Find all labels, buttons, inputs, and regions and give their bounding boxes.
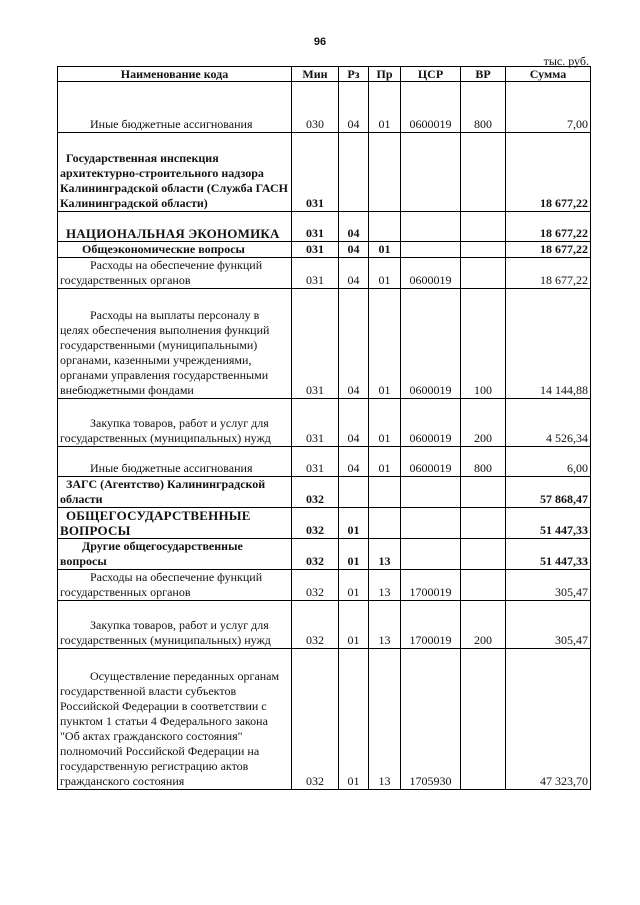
row-pr: 01 [369, 289, 401, 399]
row-rz: 04 [339, 212, 369, 242]
row-pr: 13 [369, 601, 401, 649]
row-min: 030 [292, 82, 339, 133]
row-rz: 04 [339, 82, 369, 133]
table-row [58, 477, 591, 508]
row-sum: 7,00 [506, 82, 591, 133]
table-row [58, 133, 591, 212]
row-name: ЗАГС (Агентство) Калининградской области [58, 477, 292, 508]
row-rz: 04 [339, 242, 369, 258]
row-vr [461, 649, 506, 790]
budget-table [57, 66, 591, 790]
table-header-row [58, 67, 591, 82]
row-vr [461, 242, 506, 258]
row-csr [401, 242, 461, 258]
row-pr [369, 133, 401, 212]
row-sum: 47 323,70 [506, 649, 591, 790]
row-rz: 01 [339, 539, 369, 570]
table-row [58, 82, 591, 133]
row-csr: 1700019 [401, 570, 461, 601]
table-row [58, 570, 591, 601]
row-csr: 1705930 [401, 649, 461, 790]
row-csr [401, 133, 461, 212]
row-vr: 800 [461, 82, 506, 133]
row-rz: 01 [339, 601, 369, 649]
row-min: 032 [292, 649, 339, 790]
row-csr: 0600019 [401, 399, 461, 447]
page-number: 96 [313, 36, 327, 48]
col-header-csr: ЦСР [401, 67, 461, 82]
row-name: Другие общегосударственные вопросы [58, 539, 292, 570]
row-vr [461, 508, 506, 539]
row-min: 032 [292, 570, 339, 601]
col-header-rz: Рз [339, 67, 369, 82]
row-sum: 305,47 [506, 601, 591, 649]
row-min: 032 [292, 601, 339, 649]
table-row [58, 447, 591, 477]
row-name: Иные бюджетные ассигнования [58, 82, 292, 133]
row-csr [401, 508, 461, 539]
col-header-pr: Пр [369, 67, 401, 82]
row-pr: 01 [369, 399, 401, 447]
row-vr [461, 539, 506, 570]
table-row [58, 242, 591, 258]
row-pr: 01 [369, 447, 401, 477]
row-csr: 1700019 [401, 601, 461, 649]
row-pr [369, 508, 401, 539]
row-csr [401, 477, 461, 508]
row-sum: 18 677,22 [506, 242, 591, 258]
row-rz: 04 [339, 447, 369, 477]
units-label: тыс. руб. [543, 54, 589, 68]
col-header-name: Наименование кода [58, 67, 292, 82]
row-name: Государственная инспекция архитектурно-строительного надзора Калининградской области (Служба ГАСН Калининградской области) [58, 133, 292, 212]
row-csr: 0600019 [401, 258, 461, 289]
row-sum: 18 677,22 [506, 212, 591, 242]
row-pr: 13 [369, 570, 401, 601]
row-sum: 4 526,34 [506, 399, 591, 447]
row-min: 031 [292, 133, 339, 212]
row-name: Расходы на выплаты персоналу в целях обеспечения выполнения функций государственными (муниципальными) органами, казенными учреждениями, органами управления государственными внебюджетными фондами [58, 289, 292, 399]
row-name: Расходы на обеспечение функций государственных органов [58, 570, 292, 601]
col-header-min: Мин [292, 67, 339, 82]
row-name: Закупка товаров, работ и услуг для государственных (муниципальных) нужд [58, 399, 292, 447]
table-row [58, 258, 591, 289]
row-vr: 800 [461, 447, 506, 477]
row-pr [369, 212, 401, 242]
row-min: 031 [292, 258, 339, 289]
table-row [58, 649, 591, 790]
row-min: 031 [292, 447, 339, 477]
row-min: 032 [292, 539, 339, 570]
row-sum: 18 677,22 [506, 133, 591, 212]
row-name: Закупка товаров, работ и услуг для государственных (муниципальных) нужд [58, 601, 292, 649]
row-rz: 01 [339, 508, 369, 539]
row-pr: 01 [369, 258, 401, 289]
row-vr: 200 [461, 601, 506, 649]
col-header-sum: Сумма [506, 67, 591, 82]
row-min: 031 [292, 212, 339, 242]
row-sum: 51 447,33 [506, 539, 591, 570]
row-name: Общеэкономические вопросы [58, 242, 292, 258]
row-sum: 305,47 [506, 570, 591, 601]
row-vr: 100 [461, 289, 506, 399]
row-pr: 01 [369, 242, 401, 258]
row-sum: 18 677,22 [506, 258, 591, 289]
row-csr: 0600019 [401, 289, 461, 399]
row-sum: 6,00 [506, 447, 591, 477]
row-name: НАЦИОНАЛЬНАЯ ЭКОНОМИКА [58, 212, 292, 242]
table-row [58, 508, 591, 539]
row-rz: 04 [339, 289, 369, 399]
row-csr [401, 212, 461, 242]
table-row [58, 601, 591, 649]
row-vr [461, 133, 506, 212]
row-sum: 14 144,88 [506, 289, 591, 399]
row-name: Иные бюджетные ассигнования [58, 447, 292, 477]
row-min: 032 [292, 508, 339, 539]
row-name: Расходы на обеспечение функций государственных органов [58, 258, 292, 289]
row-rz: 04 [339, 258, 369, 289]
table-row [58, 539, 591, 570]
row-vr [461, 570, 506, 601]
table-row [58, 289, 591, 399]
row-sum: 51 447,33 [506, 508, 591, 539]
row-csr: 0600019 [401, 82, 461, 133]
row-rz [339, 477, 369, 508]
row-pr: 01 [369, 82, 401, 133]
row-min: 032 [292, 477, 339, 508]
row-name: ОБЩЕГОСУДАРСТВЕННЫЕ ВОПРОСЫ [58, 508, 292, 539]
row-min: 031 [292, 242, 339, 258]
row-rz: 01 [339, 649, 369, 790]
row-rz: 01 [339, 570, 369, 601]
col-header-vr: ВР [461, 67, 506, 82]
table-row [58, 212, 591, 242]
row-csr: 0600019 [401, 447, 461, 477]
row-sum: 57 868,47 [506, 477, 591, 508]
row-min: 031 [292, 399, 339, 447]
row-min: 031 [292, 289, 339, 399]
row-name: Осуществление переданных органам государственной власти субъектов Российской Федерации в соответствии с пунктом 1 статьи 4 Федерального закона "Об актах гражданского состояния" полномочий Российской Федерации на государственную регистрацию актов гражданского состояния [58, 649, 292, 790]
row-vr [461, 477, 506, 508]
row-csr [401, 539, 461, 570]
row-vr [461, 258, 506, 289]
row-pr [369, 477, 401, 508]
row-pr: 13 [369, 649, 401, 790]
row-rz [339, 133, 369, 212]
row-pr: 13 [369, 539, 401, 570]
table-row [58, 399, 591, 447]
row-vr: 200 [461, 399, 506, 447]
row-vr [461, 212, 506, 242]
row-rz: 04 [339, 399, 369, 447]
